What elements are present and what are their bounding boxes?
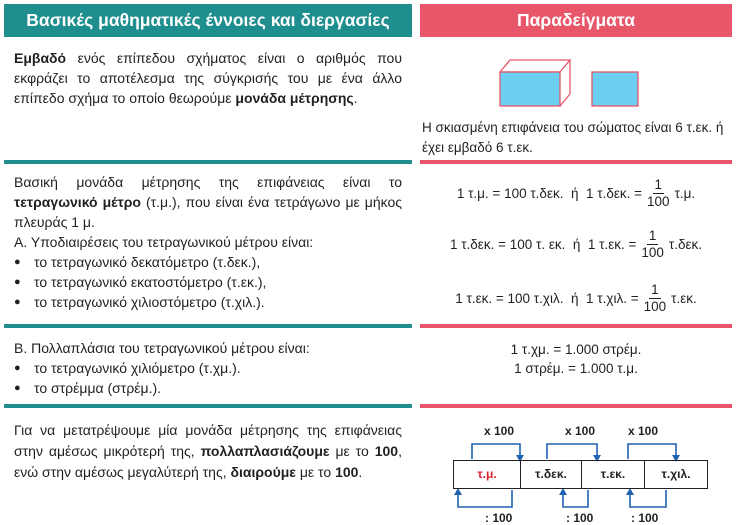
km2-equation: 1 τ.χμ. = 1.000 στρέμ. [510, 342, 642, 357]
area-definition [14, 48, 402, 108]
equation-lhs: 1 τ.εκ. = 100 τ.χιλ. [455, 290, 564, 306]
base-unit-block [14, 172, 402, 312]
equation-mid: 1 τ.δεκ. = [586, 185, 643, 201]
divide-arrow [458, 490, 512, 507]
rule-number: 100 [374, 443, 399, 459]
list-item: ● το τετραγωνικό εκατοστόμετρο (τ.εκ.), [14, 272, 402, 292]
multiply-arrow [628, 444, 676, 459]
fraction-numerator: 1 [648, 227, 657, 243]
left-column-header: Βασικές μαθηματικές έννοιες και διεργασίες [4, 4, 412, 37]
equation-or: ή [570, 290, 579, 306]
list-item: ● το τετραγωνικό χιλιόμετρο (τ.χμ.). [14, 358, 402, 378]
rule-text: με το [295, 464, 336, 480]
arrowhead [559, 488, 567, 495]
multiply-arrow [547, 444, 597, 459]
equation-mid: 1 τ.χιλ. = [586, 290, 639, 306]
multiples-list [14, 358, 402, 398]
equation-or: ή [570, 185, 579, 201]
subdivisions-list [14, 252, 402, 312]
unit-cell-square-centimeter: τ.εκ. [582, 461, 645, 488]
fraction [645, 177, 672, 210]
equation-lhs: 1 τ.μ. = 100 τ.δεκ. [456, 185, 564, 201]
multiply-label: x 100 [565, 424, 596, 438]
equation-unit: τ.εκ. [671, 290, 697, 306]
unit-cell-square-millimeter: τ.χιλ. [661, 467, 691, 481]
divide-arrow [563, 490, 588, 507]
separator-3-right [420, 404, 732, 408]
equation-or: ή [572, 236, 581, 252]
list-item: ● το τετραγωνικό δεκατόμετρο (τ.δεκ.), [14, 252, 402, 272]
separator-3-left [4, 404, 412, 408]
rule-number: 100 [335, 464, 359, 480]
equation-unit: τ.δεκ. [668, 236, 703, 252]
fraction-denominator: 100 [647, 193, 670, 209]
rule-text: . [358, 464, 363, 480]
multiples-block [14, 338, 402, 398]
rule-multiply: πολλαπλασιάζουμε [200, 443, 330, 459]
fraction-denominator: 100 [643, 298, 667, 314]
fraction-numerator: 1 [651, 281, 659, 297]
box-caption: Η σκιασμένη επιφάνεια του σώματος είναι 6 τ.εκ. ή έχει εμβαδό 6 τ.εκ. [422, 120, 724, 155]
rule-text: Για να μετατρέψουμε μία μονάδα μέτρησης της επιφάνειας στην αμέσως μικρότερή της, [14, 422, 402, 459]
subdivisions-heading: Α. Υποδιαιρέσεις του τετραγωνικού μέτρου είναι: [14, 234, 314, 250]
arrowhead [454, 488, 462, 495]
rule-divide: διαιρούμε [230, 464, 296, 480]
right-column-header: Παραδείγματα [420, 4, 732, 37]
multiples-heading: Β. Πολλαπλάσια του τετραγωνικού μέτρου είναι: [14, 340, 310, 356]
unit-of-measure-term: μονάδα μέτρησης [235, 90, 354, 106]
fraction-numerator: 1 [654, 176, 663, 192]
box-shaded-face [500, 72, 560, 106]
base-unit-definition [14, 172, 402, 232]
separator-2-right [420, 324, 732, 328]
square-meter-term: τετραγωνικό μέτρο [14, 194, 141, 210]
multiply-arrow [472, 444, 520, 459]
rule-text: με το [329, 443, 375, 459]
divide-label: : 100 [566, 511, 594, 525]
unit-cells [453, 460, 708, 489]
separator-1-right [420, 160, 732, 164]
fraction-denominator: 100 [641, 244, 664, 260]
shaded-rectangle [592, 72, 638, 106]
equation-row [420, 172, 732, 214]
separator-2-left [4, 324, 412, 328]
conversion-rule [14, 420, 402, 483]
divide-arrow [630, 490, 666, 507]
shaded-box-illustration [490, 52, 640, 110]
equation-mid: 1 τ.εκ. = [587, 236, 637, 252]
area-definition-text: ενός επίπεδου σχήματος είναι ο αριθμός που εκφράζει το αποτέλεσμα της σύγκρισής του με ένα άλλο επίπεδο σχήμα το οποίο θεωρούμε [14, 50, 402, 106]
box-top-face [500, 60, 570, 72]
arrowhead [626, 488, 634, 495]
divide-label: : 100 [485, 511, 513, 525]
list-item: ● το τετραγωνικό χιλιοστόμετρο (τ.χιλ.). [14, 292, 402, 312]
list-item: ● το στρέμμα (στρέμ.). [14, 378, 402, 398]
base-unit-text: Βασική μονάδα μέτρησης της επιφάνειας είναι το [14, 174, 402, 190]
unit-cell-square-decimeter: τ.δεκ. [521, 461, 582, 488]
term-area: Εμβαδό [14, 50, 67, 66]
fraction [639, 228, 666, 261]
multiply-label: x 100 [628, 424, 659, 438]
equation-unit: τ.μ. [674, 185, 696, 201]
unit-cell-square-meter: τ.μ. [454, 461, 521, 488]
divide-label: : 100 [631, 511, 659, 525]
multiply-label: x 100 [484, 424, 515, 438]
box-depth-edge [560, 94, 570, 106]
equation-row [420, 223, 732, 265]
fraction [642, 282, 669, 315]
area-definition-end: . [353, 90, 358, 106]
equation-lhs: 1 τ.δεκ. = 100 τ. εκ. [449, 236, 566, 252]
stremma-equation: 1 στρέμ. = 1.000 τ.μ. [514, 361, 638, 376]
rule-text: , ενώ στην αμέσως μεγαλύτερή της, [14, 443, 402, 480]
equation-row [420, 277, 732, 319]
separator-1-left [4, 160, 412, 164]
base-unit-text-2: (τ.μ.), που είναι ένα τετράγωνο με μήκος πλευράς 1 μ. [14, 194, 402, 230]
